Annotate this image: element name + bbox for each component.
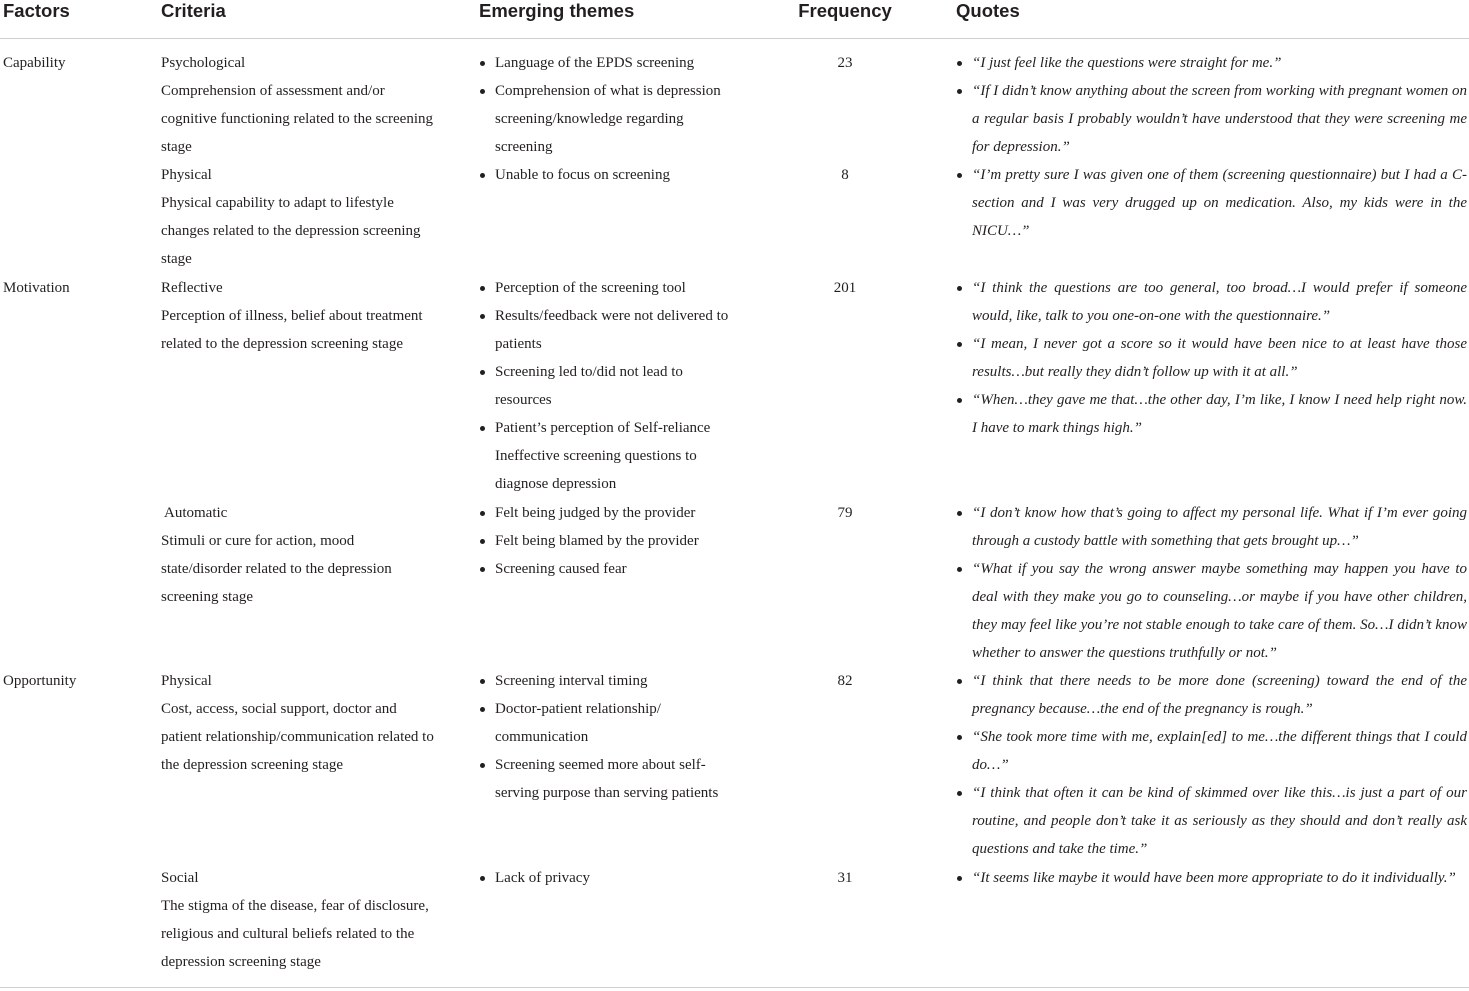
criteria-cell (161, 49, 436, 161)
header-frequency: Frequency (798, 0, 892, 21)
header-criteria: Criteria (161, 0, 226, 21)
factor-cell: Capability (3, 55, 66, 71)
theme-item: Patient’s perception of Self-reliance Ineffective screening questions to diagnose depression (479, 414, 741, 498)
frequency-cell: 8 (841, 167, 849, 183)
frequency-cell: 201 (833, 280, 857, 296)
criteria-title: Physical (161, 673, 212, 689)
header-emerging-themes: Emerging themes (479, 0, 635, 21)
quote-item: “I think the questions are too general, too broad…I would prefer if someone would, like, talk to you one-on-one with the questionnaire.” (956, 274, 1467, 330)
quotes-list (956, 499, 1467, 667)
theme-item: Felt being judged by the provider (479, 499, 741, 527)
themes-list (479, 161, 741, 189)
criteria-description: Perception of illness, belief about treatment related to the depression screening stage (161, 308, 423, 352)
criteria-description: Physical capability to adapt to lifestyle changes related to the depression screening stage (161, 195, 421, 267)
themes-list (479, 864, 741, 892)
quote-item: “If I didn’t know anything about the screen from working with pregnant women on a regular basis I probably wouldn’t have understood that they were screening me for depression.” (956, 77, 1467, 161)
theme-item: Unable to focus on screening (479, 161, 741, 189)
quote-item: “I mean, I never got a score so it would have been nice to at least have those results…but really they didn’t follow up with it at all.” (956, 330, 1467, 386)
quote-item: “What if you say the wrong answer maybe something may happen you have to deal with they make you go to counseling…or maybe if you have other children, they may feel like you’re not stable enough to take care of them. So…I didn’t know whether to answer the questions truthfully or not.” (956, 555, 1467, 667)
criteria-cell (161, 161, 436, 273)
criteria-title: Automatic (164, 505, 228, 521)
criteria-description: Cost, access, social support, doctor and patient relationship/communication related to the depression screening stage (161, 701, 434, 773)
factor-cell: Opportunity (3, 673, 77, 689)
criteria-title: Physical (161, 167, 212, 183)
quotes-list (956, 667, 1467, 863)
themes-list (479, 667, 741, 807)
theme-item: Results/feedback were not delivered to patients (479, 302, 741, 358)
frequency-cell: 31 (837, 870, 853, 886)
criteria-description: Stimuli or cure for action, mood state/disorder related to the depression screening stage (161, 533, 392, 605)
quote-item: “When…they gave me that…the other day, I’m like, I know I need help right now. I have to mark things high.” (956, 386, 1467, 442)
header-factors: Factors (3, 0, 70, 21)
frequency-cell: 82 (837, 673, 853, 689)
factor-cell: Motivation (3, 280, 70, 296)
quotes-list (956, 161, 1467, 245)
theme-item: Lack of privacy (479, 864, 741, 892)
theme-item: Perception of the screening tool (479, 274, 741, 302)
themes-list (479, 274, 741, 498)
quote-item: “I’m pretty sure I was given one of them (screening questionnaire) but I had a C-section and I was very drugged up on medication. Also, my kids were in the NICU…” (956, 161, 1467, 245)
theme-item: Doctor-patient relationship/ communication (479, 695, 741, 751)
criteria-title: Psychological (161, 55, 246, 71)
themes-list (479, 499, 741, 583)
theme-item: Screening seemed more about self-serving purpose than serving patients (479, 751, 741, 807)
themes-list (479, 49, 741, 161)
quote-item: “It seems like maybe it would have been more appropriate to do it individually.” (956, 864, 1467, 892)
quote-item: “I just feel like the questions were straight for me.” (956, 49, 1467, 77)
criteria-cell (161, 499, 436, 611)
theme-item: Language of the EPDS screening (479, 49, 741, 77)
criteria-cell (161, 274, 436, 358)
quotes-list (956, 49, 1467, 161)
frequency-cell: 23 (837, 55, 853, 71)
criteria-cell (161, 667, 436, 779)
theme-item: Comprehension of what is depression screening/knowledge regarding screening (479, 77, 741, 161)
theme-item: Screening interval timing (479, 667, 741, 695)
criteria-description: Comprehension of assessment and/or cognitive functioning related to the screening stage (161, 83, 433, 155)
quote-item: “I don’t know how that’s going to affect my personal life. What if I’m ever going through a custody battle with something that gets brought up…” (956, 499, 1467, 555)
criteria-title: Reflective (161, 280, 223, 296)
theme-item: Screening led to/did not lead to resources (479, 358, 741, 414)
quote-item: “She took more time with me, explain[ed] to me…the different things that I could do…” (956, 723, 1467, 779)
quote-item: “I think that often it can be kind of skimmed over like this…is just a part of our routine, and people don’t take it as seriously as they should and don’t really ask questions and take the time.” (956, 779, 1467, 863)
frequency-cell: 79 (837, 505, 853, 521)
quotes-list (956, 864, 1467, 892)
quotes-list (956, 274, 1467, 442)
bottom-rule (0, 987, 1469, 988)
header-quotes: Quotes (956, 0, 1020, 21)
criteria-cell (161, 864, 436, 976)
criteria-description: The stigma of the disease, fear of disclosure, religious and cultural beliefs related to the depression screening stage (161, 898, 429, 970)
criteria-title: Social (161, 870, 199, 886)
theme-item: Screening caused fear (479, 555, 741, 583)
quote-item: “I think that there needs to be more done (screening) toward the end of the pregnancy because…the end of the pregnancy is rough.” (956, 667, 1467, 723)
theme-item: Felt being blamed by the provider (479, 527, 741, 555)
